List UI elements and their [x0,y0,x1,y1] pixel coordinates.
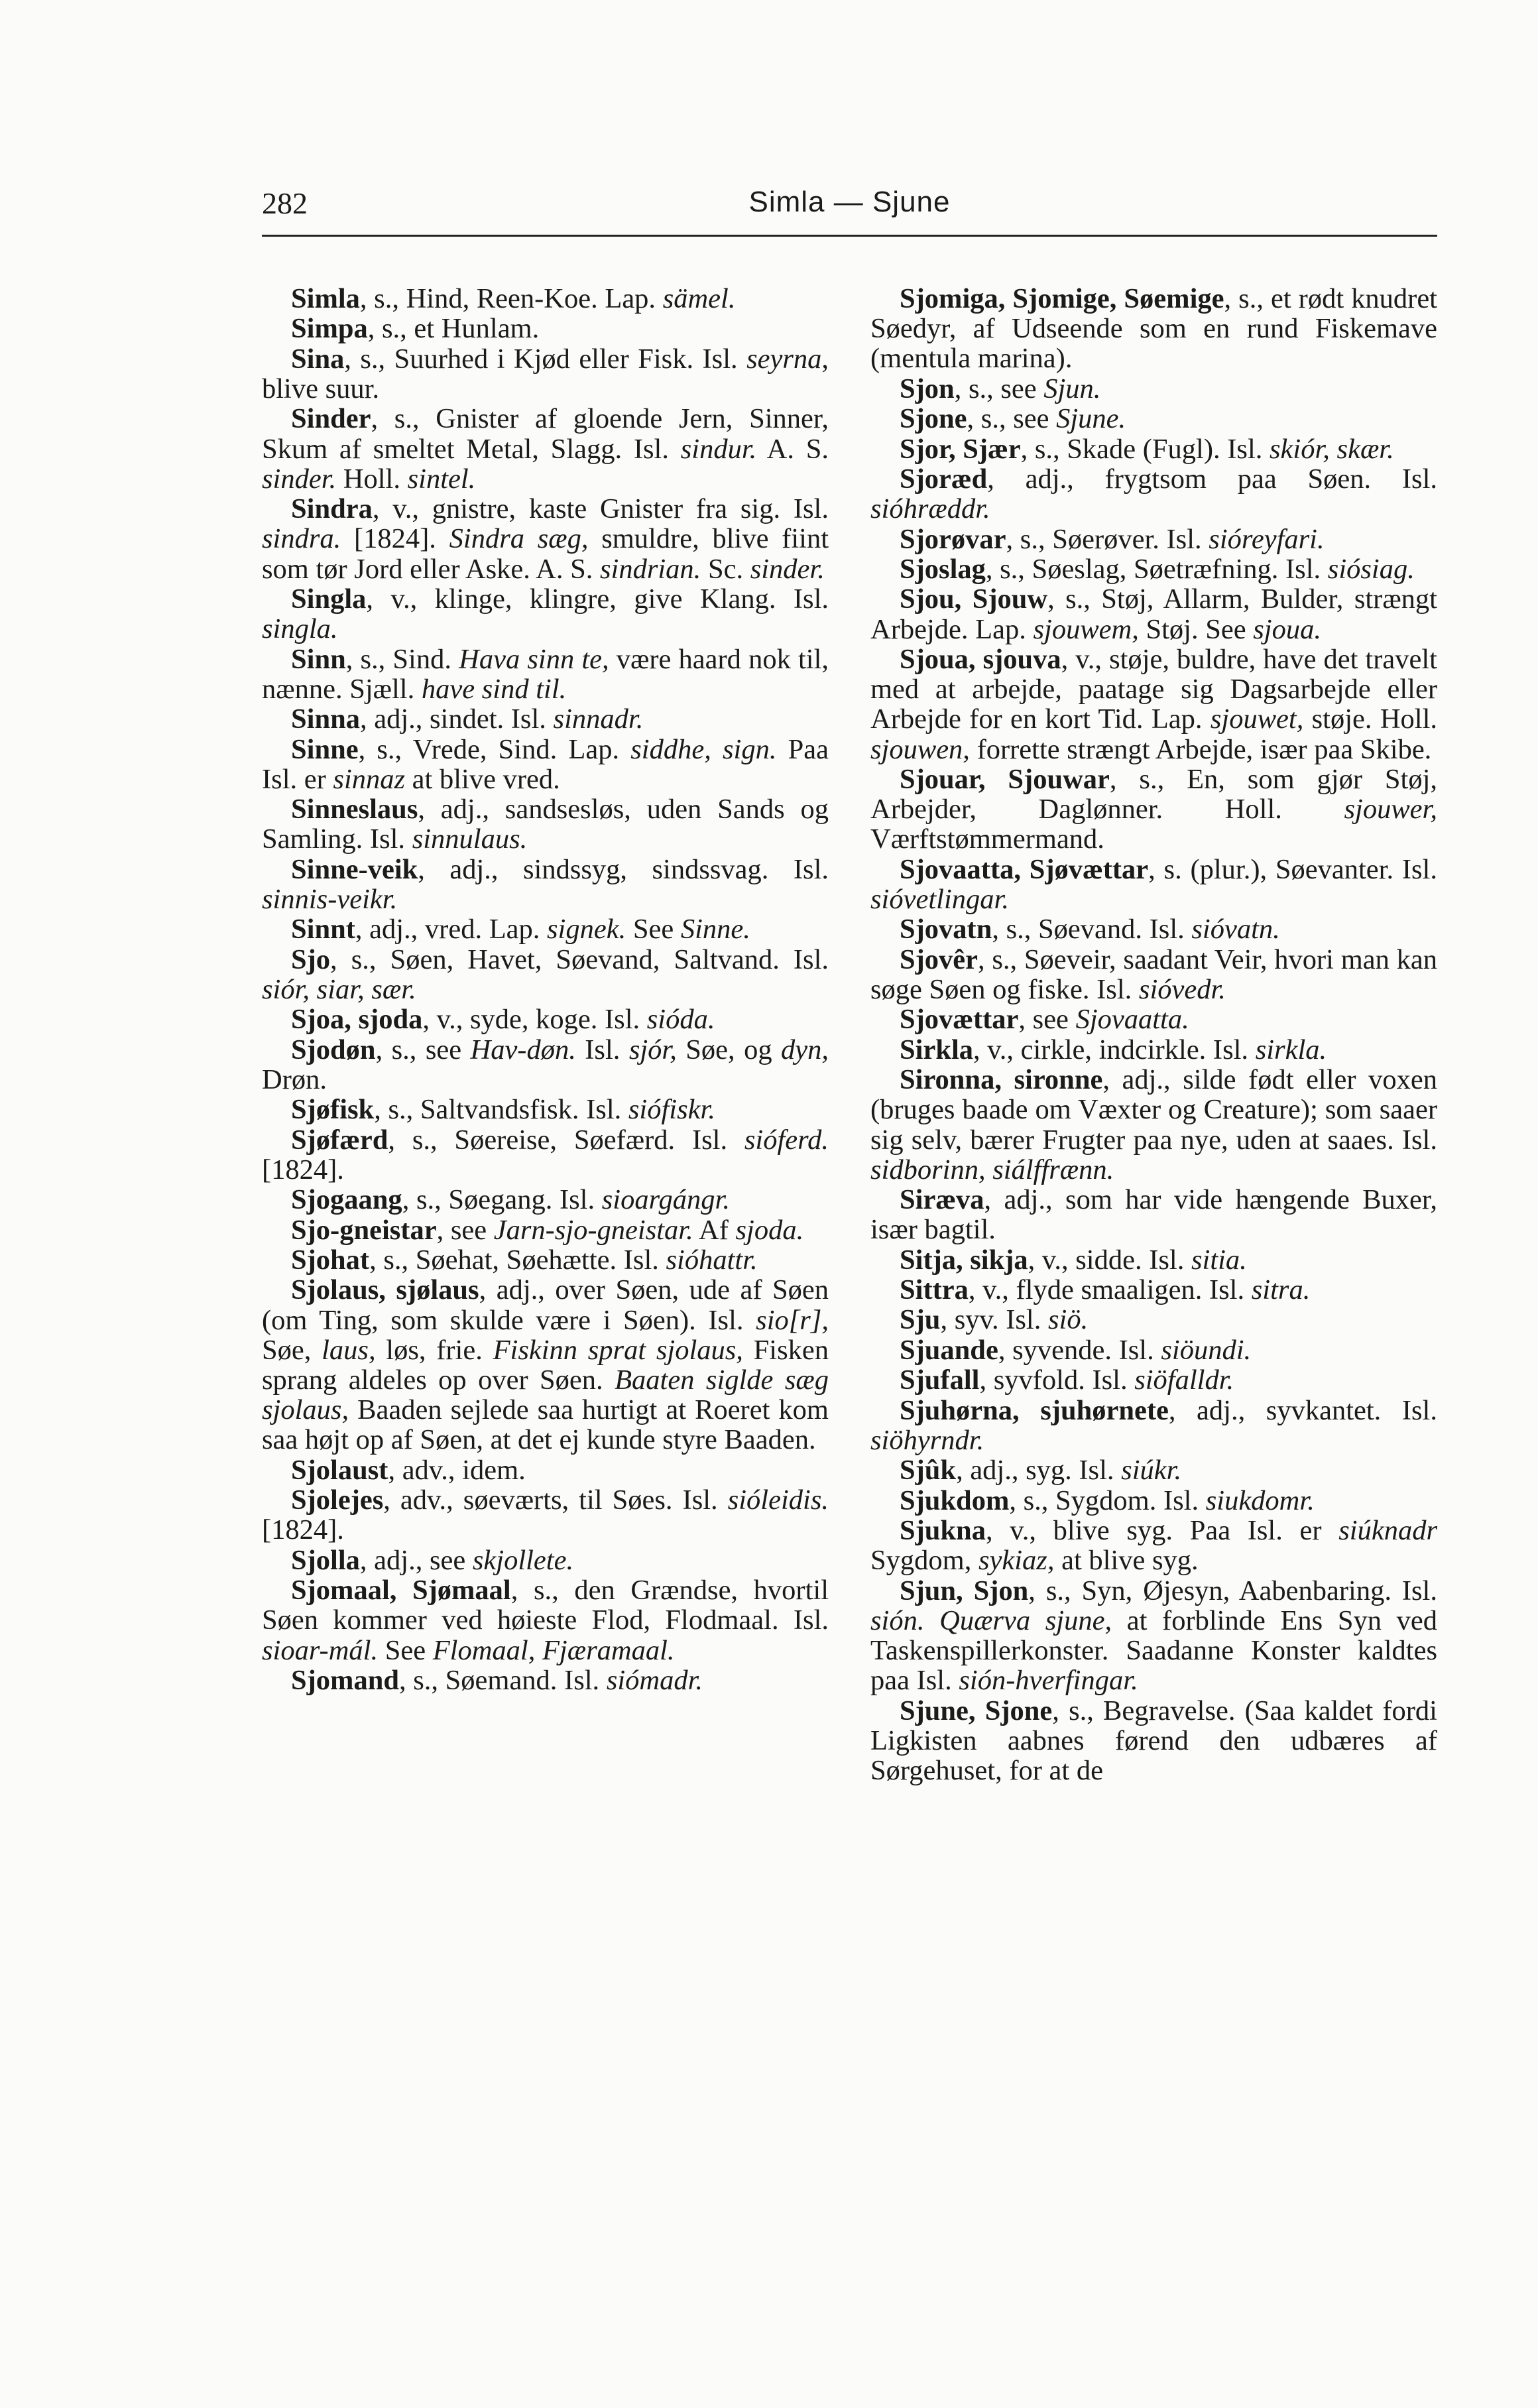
italic-text: Quærva sjune, [939,1604,1112,1636]
entry-text: Søe, og [676,1034,782,1065]
dictionary-entry [870,914,1437,944]
italic-text: sindur. [680,433,757,465]
entry-text: See [378,1634,433,1666]
italic-text: sioargángr. [601,1184,730,1216]
dictionary-entry [870,945,1437,1004]
dictionary-entry [262,794,829,854]
headword: Sjovættar [900,1004,1019,1036]
entry-text: , s., Søehat, Søehætte. Isl. [369,1244,666,1276]
entry-text: , v., syde, koge. Isl. [422,1004,647,1036]
headword: Sjolaust [291,1454,388,1486]
entry-text: , s., Vrede, Sind. Lap. [358,733,631,765]
dictionary-entry [262,1275,829,1455]
dictionary-entry [262,945,829,1004]
entry-text: være haard nok til, nænne. Sjæll. [262,643,829,705]
dictionary-entry [870,464,1437,524]
dictionary-entry [262,735,829,794]
entry-text: , s., Søen, Havet, Søevand, Saltvand. Isl. [330,943,829,975]
italic-text: sio[r], [756,1304,829,1336]
dictionary-entry [870,1335,1437,1365]
entry-text: , v., blive syg. Paa Isl. er [985,1515,1339,1547]
dictionary-entry [262,1004,829,1034]
italic-text: sinder. [750,553,825,585]
entry-text: at forblinde Ens Syn ved Taskenspillerkonster. Saadanne Konster kaldtes paa Isl. [870,1604,1438,1697]
entry-text: , v., støje, buldre, have det travelt med at arbejde, paatage sig Dagsarbejde eller Arbejde for en kort Tid. Lap. [870,643,1437,735]
header-rule [262,235,1437,237]
italic-text: sirkla. [1255,1034,1327,1065]
dictionary-entry [870,524,1437,554]
italic-text: siö. [1047,1304,1089,1336]
dictionary-entry [870,584,1437,644]
italic-text: sjouwet, [1210,703,1304,735]
italic-text: sjór, [628,1034,677,1065]
entry-text: forrette strængt Arbejde, især paa Skibe. [969,733,1432,765]
headword: Sjolla [291,1544,360,1576]
italic-text: sióvedr. [1138,973,1226,1005]
headword: Simla [291,283,360,314]
italic-text: singla. [262,613,338,645]
entry-text: , s., Suurhed i Kjød eller Fisk. Isl. [344,343,747,375]
entry-text: , s., den Grændse, hvortil Søen kommer ved høieste Flod, Flodmaal. Isl. [262,1575,829,1636]
headword: Sjolejes [291,1484,384,1516]
headword: Sinnt [291,914,355,945]
italic-text: siór, siar, sær. [262,973,416,1005]
headword: Sjo [291,943,331,975]
entry-text: at blive syg. [1054,1545,1199,1577]
entry-text: Af [693,1214,736,1246]
entry-text: Drøn. [262,1063,327,1095]
italic-text: Hava sinn te, [459,643,609,675]
entry-text: , s., Søemand. Isl. [398,1665,607,1697]
italic-text: siöfalldr. [1134,1364,1234,1396]
entry-text: , s., Støj, Allarm, Bulder, strængt Arbejde. Lap. [870,583,1437,645]
dictionary-entry [262,1035,829,1095]
italic-text: skjollete. [472,1544,574,1576]
headword: Sjomiga, Sjomige, Søemige [900,283,1224,314]
entry-text: , adj., som har vide hængende Buxer, især bagtil. [870,1184,1437,1246]
dictionary-entry [870,1275,1437,1305]
italic-text: sindra. [262,523,341,555]
italic-text: sidborinn, siálffrænn. [870,1154,1114,1185]
entry-text: , s., En, som gjør Støj, Arbejder, Daglønner. Holl. [870,763,1438,825]
entry-text: støje. Holl. [1303,703,1438,735]
entry-text: A. S. [756,433,829,465]
italic-text: Sjune. [1056,403,1126,435]
headword: Sjovêr [900,943,978,975]
italic-text: laus, [322,1334,376,1366]
dictionary-entry [262,584,829,644]
entry-text: , s., see [954,373,1044,404]
italic-text: sjouwer, [1344,794,1437,825]
headword: Sjogaang [291,1184,402,1216]
right-column [870,284,1437,1785]
headword: Sjuande [900,1334,998,1366]
headword: Sjor, Sjær [900,433,1021,465]
entry-text: , blive suur. [262,343,829,404]
headword: Sjøfærd [291,1124,388,1156]
italic-text: sióleidis. [727,1484,829,1516]
dictionary-entry [870,554,1437,584]
italic-text: sioar-mál. [262,1634,379,1666]
entry-text: , adj., vred. Lap. [355,914,548,945]
headword: Sjodøn [291,1034,376,1065]
entry-text: , adv., søeværts, til Søes. Isl. [383,1484,728,1516]
italic-text: Sjun. [1043,373,1101,404]
dictionary-entry [262,1455,829,1485]
entry-text: Søe, [262,1334,322,1366]
italic-text: sióreyfari. [1209,523,1325,555]
running-head: Simla — Sjune [748,186,951,218]
page-number: 282 [262,186,308,220]
headword: Sjou, Sjouw [900,583,1048,615]
dictionary-entry [870,434,1437,464]
italic-text: sióda. [646,1004,715,1036]
italic-text: siúknadr [1338,1515,1437,1547]
italic-text: skiór, skær. [1270,433,1394,465]
entry-text: løs, frie. [375,1334,493,1366]
entry-text: , adj., silde født eller voxen (bruges baade om Væxter og Creature); som saaer sig selv, bærer Frugter paa nye, uden at saaes. Isl. [870,1064,1437,1156]
entry-text: Isl. [575,1034,629,1065]
italic-text: sitia. [1191,1244,1247,1276]
headword: Sjo-gneistar [291,1214,437,1246]
entry-text: , adj., sindssyg, sindssvag. Isl. [418,853,829,885]
dictionary-entry [870,1065,1437,1185]
entry-text: [1824]. [262,1514,344,1546]
dictionary-entry [262,284,829,314]
italic-text: sjoda. [735,1214,804,1246]
entry-text: , syv. Isl. [940,1304,1048,1336]
headword: Sinna [291,703,360,735]
headword: Singla [291,583,367,615]
entry-text: Fisken sprang aldeles op over Søen. [262,1334,829,1396]
entry-text: , adj., syvkantet. Isl. [1168,1394,1437,1426]
left-column [262,284,829,1695]
entry-text: Støj. See [1138,613,1254,645]
dictionary-entry [262,404,829,494]
entry-text: , s., Skade (Fugl). Isl. [1020,433,1270,465]
entry-text: , adv., idem. [388,1454,526,1486]
dictionary-entry [262,704,829,734]
italic-text: siukdomr. [1205,1484,1315,1516]
italic-text: sjouwen, [870,733,970,765]
entry-text: , v., cirkle, indcirkle. Isl. [973,1034,1256,1065]
entry-text: , s., et Hunlam. [367,313,540,345]
italic-text: sjoua. [1253,613,1321,645]
entry-text [924,1605,939,1636]
headword: Sjukna [900,1515,986,1547]
entry-text: Baaden sejlede saa hurtigt at Roeret kom saa højt op af Søen, at det ej kunde styre Baaden. [262,1394,829,1456]
entry-text: , s., Syn, Øjesyn, Aabenbaring. Isl. [1028,1575,1437,1606]
dictionary-entry [870,404,1437,434]
headword: Sjuhørna, sjuhørnete [900,1394,1169,1426]
italic-text: sitra. [1251,1274,1311,1306]
entry-text: , see [436,1214,494,1246]
entry-text: , adj., syg. Isl. [956,1455,1122,1486]
headword: Sjufall [900,1364,980,1396]
dictionary-entry [870,1245,1437,1275]
headword: Sinder [291,403,371,435]
headword: Sirkla [900,1034,974,1065]
italic-text: siómadr. [606,1665,703,1697]
headword: Sjohat [291,1244,370,1276]
entry-text: , s., Sind. [345,643,459,675]
headword: Sittra [900,1274,969,1306]
italic-text: Hav-døn. [470,1034,576,1065]
dictionary-entry [870,374,1437,404]
dictionary-entry [870,284,1437,374]
dictionary-entry [870,1396,1437,1455]
dictionary-entry [262,1185,829,1215]
headword: Sjon [900,373,955,404]
italic-text: siósiag. [1327,553,1415,585]
entry-text: [1824]. [262,1154,344,1185]
entry-text: , s., Søegang. Isl. [402,1184,602,1216]
entry-text: , v., sidde. Isl. [1028,1244,1191,1276]
italic-text: sinder. [262,463,337,495]
entry-text: , adj., over Søen, ude af Søen (om Ting, som skulde være i Søen). Isl. [262,1274,829,1336]
headword: Sjouar, Sjouwar [900,763,1110,795]
entry-text: Sygdom, [870,1545,978,1577]
entry-text: , s., see [375,1034,471,1065]
entry-text: , s., Saltvandsfisk. Isl. [374,1094,628,1126]
entry-text: , v., flyde smaaligen. Isl. [968,1274,1252,1306]
headword: Sindra [291,493,373,525]
dictionary-entry [262,344,829,404]
dictionary-entry [262,1485,829,1545]
headword: Sina [291,343,345,375]
dictionary-entry [262,1245,829,1275]
dictionary-entry [262,494,829,584]
italic-text: sióhræddr. [870,493,990,525]
headword: Sjûk [900,1455,957,1486]
entry-text: , s., Søereise, Søefærd. Isl. [388,1124,744,1156]
headword: Sinn [291,643,346,675]
headword: Sjune, Sjone [900,1695,1053,1726]
entry-text: , s., Sygdom. Isl. [1009,1484,1206,1516]
entry-text: , s., Søerøver. Isl. [1006,523,1209,555]
italic-text: sykiaz, [978,1545,1055,1577]
dictionary-entry [870,1486,1437,1516]
entry-text: , adj., sandsesløs, uden Sands og Samling. Isl. [262,794,829,855]
dictionary-entry [262,1125,829,1185]
entry-text: , s., et rødt knudret Søedyr, af Udseende som en rund Fiskemave (mentula marina). [870,283,1437,375]
entry-text: , s., Begravelse. (Saa kaldet fordi Ligkisten aabnes førend den udbæres af Sørgehuset, for at de [870,1695,1437,1787]
italic-text: sióvetlingar. [870,883,1009,915]
entry-text: , s., see [967,403,1057,435]
headword: Sjomand [291,1665,399,1697]
italic-text: siúkr. [1121,1455,1182,1486]
italic-text: siófiskr. [628,1094,715,1126]
headword: Sjovaatta, Sjøvættar [900,853,1149,885]
dictionary-entry [262,1575,829,1665]
italic-text: Fiskinn sprat sjolaus, [493,1334,743,1366]
entry-text: , adj., see [359,1544,473,1576]
dictionary-entry [870,1516,1437,1575]
dictionary-entry [262,914,829,944]
entry-text: Sc. [701,553,750,585]
headword: Sjun, Sjon [900,1575,1029,1606]
headword: Sjoræd [900,463,988,495]
headword: Sjukdom [900,1484,1010,1516]
headword: Sitja, sikja [900,1244,1028,1276]
italic-text: have sind til. [421,673,567,705]
entry-text: [1824]. [341,523,449,555]
entry-text: , s. (plur.), Søevanter. Isl. [1148,853,1437,885]
italic-text: dyn, [781,1034,829,1065]
entry-text: , s., Søeveir, saadant Veir, hvori man kan søge Søen og fiske. Isl. [870,943,1437,1005]
headword: Sjovatn [900,914,992,945]
headword: Sju [900,1304,941,1336]
italic-text: Flomaal, Fjæramaal. [432,1634,675,1666]
italic-text: Baaten siglde sæg sjolaus, [262,1364,829,1426]
italic-text: sinnaz [333,763,406,795]
entry-text: , syvende. Isl. [998,1334,1161,1366]
headword: Sjomaal, Sjømaal [291,1575,511,1606]
italic-text: sämel. [662,283,736,314]
headword: Siræva [900,1184,984,1216]
entry-text: See [626,914,681,945]
italic-text: seyrna [746,343,822,375]
headword: Sinneslaus [291,794,418,825]
italic-text: siöhyrndr. [870,1424,984,1456]
entry-text: , see [1018,1004,1076,1036]
dictionary-entry [870,1305,1437,1335]
italic-text: sióhattr. [666,1244,758,1276]
headword: Sinne [291,733,359,765]
dictionary-entry [870,1185,1437,1244]
dictionary-entry [870,1696,1437,1786]
headword: Sjoa, sjoda [291,1004,423,1036]
entry-text: Værftstømmermand. [870,823,1104,855]
entry-text: , s., Gnister af gloende Jern, Sinner, Skum af smeltet Metal, Slagg. Isl. [262,403,829,465]
dictionary-entry [262,1095,829,1124]
entry-text: Holl. [336,463,408,495]
dictionary-entry [870,1004,1437,1034]
italic-text: sjouwem, [1033,613,1139,645]
dictionary-entry [870,764,1437,855]
italic-text: sindrian. [599,553,701,585]
dictionary-entry [870,1455,1437,1485]
dictionary-entry [870,1365,1437,1395]
headword: Sjoua, sjouva [900,643,1061,675]
dictionary-entry [870,1576,1437,1696]
italic-text: sión. [870,1604,925,1636]
dictionary-entry [870,1035,1437,1065]
entry-text: , s., Søeslag, Søetræfning. Isl. [985,553,1328,585]
headword: Sjøfisk [291,1094,375,1126]
italic-text: sión-hverfingar. [959,1665,1138,1697]
italic-text: sinnulaus. [412,823,528,855]
headword: Sjorøvar [900,523,1006,555]
dictionary-entry [262,644,829,704]
page-header [262,180,1437,233]
entry-text: , adj., sindet. Isl. [359,703,554,735]
headword: Sjoslag [900,553,986,585]
headword: Simpa [291,313,368,345]
italic-text: siöundi. [1161,1334,1252,1366]
italic-text: sinnis-veikr. [262,883,398,915]
dictionary-entry [262,314,829,343]
headword: Sjone [900,403,967,435]
entry-text: smuldre, blive fiint som tør Jord eller Aske. A. S. [262,523,829,585]
italic-text: siddhe, sign. [630,733,777,765]
entry-text: Paa Isl. er [262,733,829,795]
italic-text: sintel. [407,463,476,495]
entry-text: , s., Søevand. Isl. [992,914,1192,945]
italic-text: Sjovaatta. [1075,1004,1189,1036]
entry-text: , adj., frygtsom paa Søen. Isl. [987,463,1437,495]
headword: Sinne-veik [291,853,418,885]
entry-text: , v., klinge, klingre, give Klang. Isl. [366,583,829,615]
italic-text: Jarn-sjo-gneistar. [493,1214,693,1246]
italic-text: signek. [547,914,626,945]
entry-text: , v., gnistre, kaste Gnister fra sig. Isl. [372,493,829,525]
italic-text: sióvatn. [1191,914,1280,945]
italic-text: sióferd. [744,1124,829,1156]
entry-text: , s., Hind, Reen-Koe. Lap. [359,283,663,314]
dictionary-entry [262,1665,829,1695]
italic-text: Sinne. [680,914,750,945]
entry-text: , syvfold. Isl. [979,1364,1135,1396]
headword: Sironna, sironne [900,1064,1103,1096]
headword: Sjolaus, sjølaus [291,1274,479,1306]
italic-text: sinnadr. [553,703,644,735]
dictionary-entry [870,644,1437,764]
entry-text: at blive vred. [405,763,560,795]
dictionary-entry [262,855,829,914]
dictionary-entry [262,1545,829,1575]
dictionary-entry [262,1215,829,1245]
italic-text: Sindra sæg, [449,523,589,555]
dictionary-entry [870,855,1437,914]
